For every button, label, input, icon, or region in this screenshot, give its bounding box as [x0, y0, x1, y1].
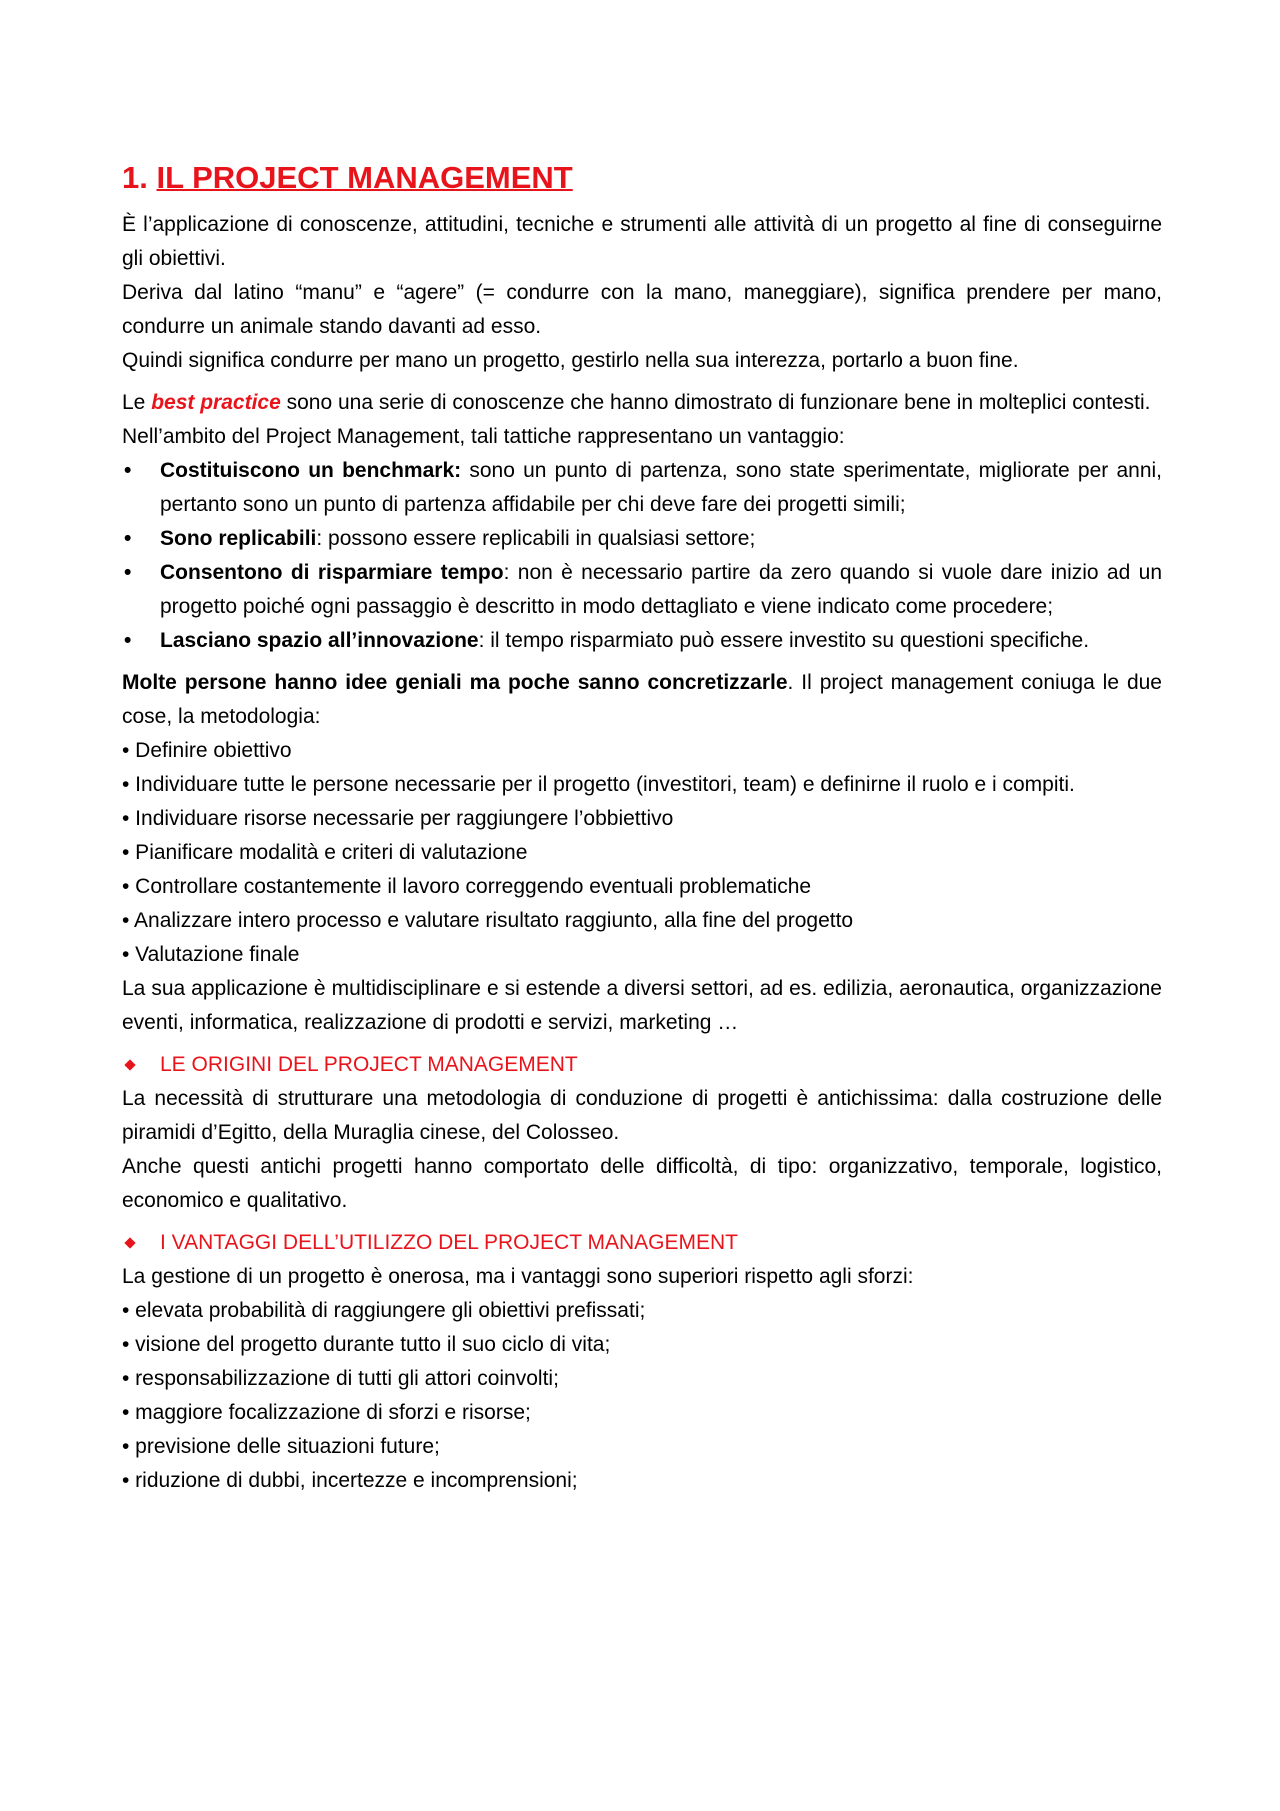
- benefit-item: • previsione delle situazioni future;: [122, 1435, 440, 1458]
- page-title: [122, 158, 1162, 198]
- origins-paragraph-1: La necessità di strutturare una metodologia di conduzione di progetti è antichissima: dalla costruzione delle piramidi d’Egitto, della Muraglia cinese, del Colosseo.: [122, 1087, 1162, 1144]
- benefit-item: • maggiore focalizzazione di sforzi e risorse;: [122, 1401, 531, 1424]
- list-item: • Lasciano spazio all’innovazione: il tempo risparmiato può essere investito su questioni specifiche.: [122, 624, 1162, 658]
- list-item: • Sono replicabili: possono essere replicabili in qualsiasi settore;: [122, 522, 1162, 556]
- list-item: • Costituiscono un benchmark: sono un punto di partenza, sono state sperimentate, migliorate per anni, pertanto sono un punto di partenza affidabile per chi deve fare dei progetti simili;: [122, 454, 1162, 522]
- document-page: [122, 158, 1162, 1498]
- benefit-item: • elevata probabilità di raggiungere gli obiettivi prefissati;: [122, 1299, 646, 1322]
- section-heading-benefits: I VANTAGGI DELL’UTILIZZO DEL PROJECT MANAGEMENT: [122, 1226, 1162, 1260]
- method-item: • Definire obiettivo: [122, 739, 292, 762]
- method-item: • Individuare risorse necessarie per raggiungere l’obbiettivo: [122, 807, 674, 830]
- diamond-bullet-icon: [124, 1059, 135, 1070]
- application-paragraph: La sua applicazione è multidisciplinare e si estende a diversi settori, ad es. edilizia, aeronautica, organizzazione eventi, informatica, realizzazione di prodotti e servizi, marketing …: [122, 977, 1162, 1034]
- list-item: • Consentono di risparmiare tempo: non è necessario partire da zero quando si vuole dare inizio ad un progetto poiché ogni passaggio è descritto in modo dettagliato e viene indicato come procedere;: [122, 556, 1162, 624]
- intro-paragraph-3: Quindi significa condurre per mano un progetto, gestirlo nella sua interezza, portarlo a buon fine.: [122, 349, 1019, 372]
- advantages-intro: Nell’ambito del Project Management, tali tattiche rappresentano un vantaggio:: [122, 425, 845, 448]
- advantages-list: [122, 454, 1162, 658]
- method-item: • Pianificare modalità e criteri di valutazione: [122, 841, 528, 864]
- diamond-bullet-icon: [124, 1237, 135, 1248]
- benefit-item: • visione del progetto durante tutto il suo ciclo di vita;: [122, 1333, 611, 1356]
- method-paragraph: Molte persone hanno idee geniali ma poche sanno concretizzarle. Il project management coniuga le due cose, la metodologia:: [122, 671, 1162, 728]
- benefits-intro: La gestione di un progetto è onerosa, ma i vantaggi sono superiori rispetto agli sforzi:: [122, 1265, 914, 1288]
- intro-paragraph-2: Deriva dal latino “manu” e “agere” (= condurre con la mano, maneggiare), significa prendere per mano, condurre un animale stando davanti ad esso.: [122, 281, 1162, 338]
- bullet-icon: •: [124, 527, 132, 550]
- bullet-icon: •: [124, 561, 132, 584]
- section-heading-origins: LE ORIGINI DEL PROJECT MANAGEMENT: [122, 1048, 1162, 1082]
- title-text: IL PROJECT MANAGEMENT: [156, 160, 573, 195]
- origins-paragraph-2: Anche questi antichi progetti hanno comportato delle difficoltà, di tipo: organizzativo, temporale, logistico, economico e qualitativo.: [122, 1155, 1162, 1212]
- benefit-item: • riduzione di dubbi, incertezze e incomprensioni;: [122, 1469, 578, 1492]
- method-item: • Controllare costantemente il lavoro correggendo eventuali problematiche: [122, 875, 812, 898]
- method-item: • Individuare tutte le persone necessarie per il progetto (investitori, team) e definirne il ruolo e i compiti.: [122, 773, 1075, 796]
- best-practice-paragraph: Le best practice sono una serie di conoscenze che hanno dimostrato di funzionare bene in molteplici contesti.: [122, 391, 1151, 414]
- method-item: • Analizzare intero processo e valutare risultato raggiunto, alla fine del progetto: [122, 909, 854, 932]
- bullet-icon: •: [124, 629, 132, 652]
- method-item: • Valutazione finale: [122, 943, 300, 966]
- benefit-item: • responsabilizzazione di tutti gli attori coinvolti;: [122, 1367, 559, 1390]
- intro-paragraph-1: È l’applicazione di conoscenze, attitudini, tecniche e strumenti alle attività di un progetto al fine di conseguirne gli obiettivi.: [122, 213, 1162, 270]
- bullet-icon: •: [124, 459, 132, 482]
- best-practice-highlight: best practice: [151, 391, 281, 414]
- title-number: 1.: [122, 160, 148, 195]
